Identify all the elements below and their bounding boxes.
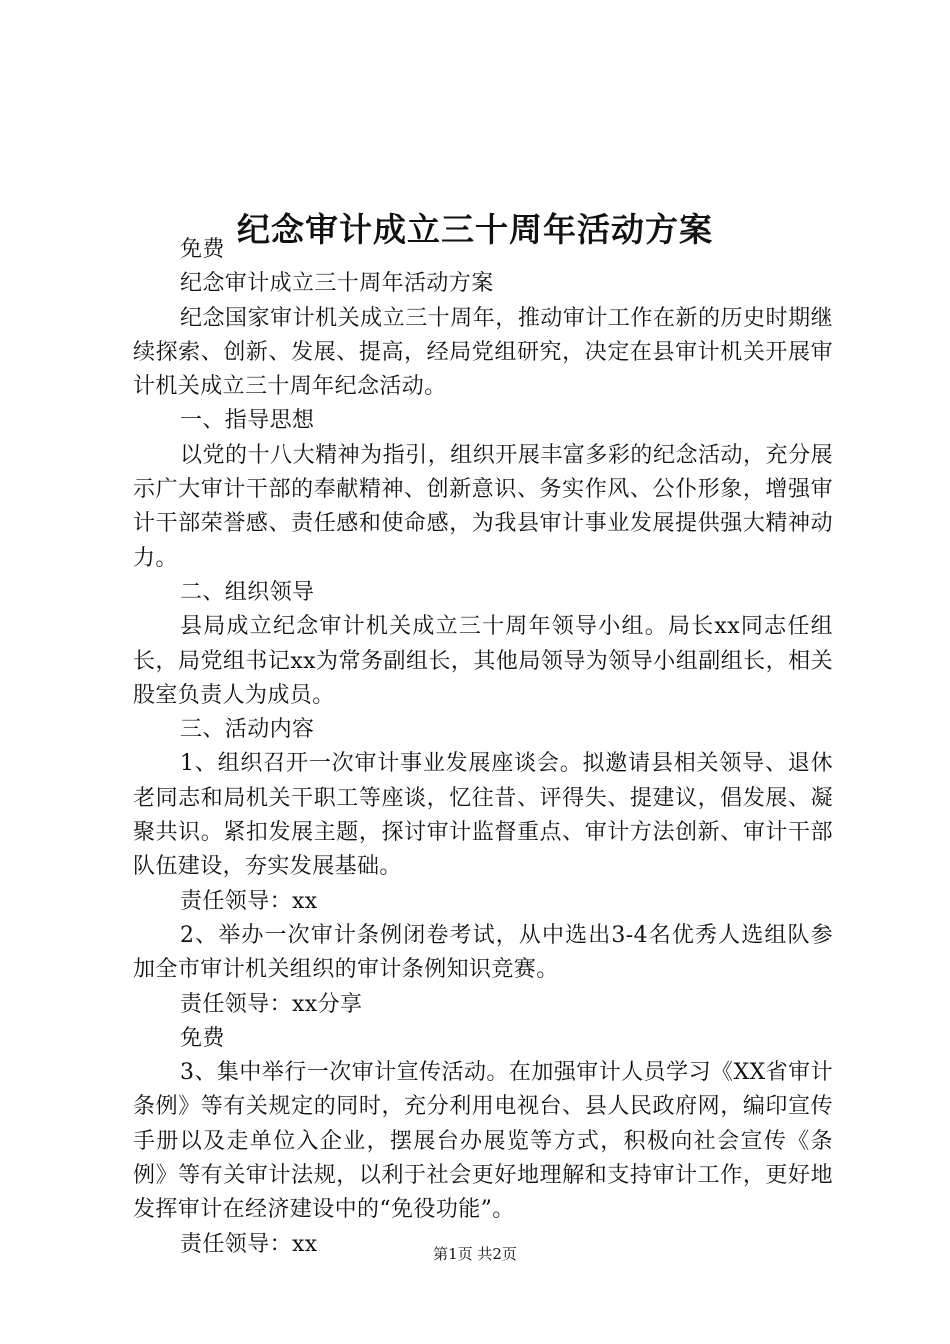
paragraph-guiding-thought: 以党的十八大精神为指引，组织开展丰富多彩的纪念活动，充分展示广大审计干部的奉献精神、创新意识、务实作风、公仆形象，增强审计干部荣誉感、责任感和使命感，为我县审计事业发展提供强大精神动力。 [133, 442, 833, 571]
section-heading-organization: 二、组织领导 [180, 579, 315, 605]
paragraph-responsible-1: 责任领导：xx [180, 888, 318, 914]
paragraph-free-label: 免费 [180, 237, 225, 262]
paragraph-responsible-2: 责任领导：xx分享 [180, 991, 363, 1017]
paragraph-intro: 纪念国家审计机关成立三十周年，推动审计工作在新的历史时期继续探索、创新、发展、提高，经局党组研究，决定在县审计机关开展审计机关成立三十周年纪念活动。 [133, 305, 833, 400]
paragraph-activity-2: 2、举办一次审计条例闭卷考试，从中选出3-4名优秀人选组队参加全市审计机关组织的审计条例知识竞赛。 [133, 922, 833, 983]
paragraph-subtitle: 纪念审计成立三十周年活动方案 [180, 271, 494, 297]
paragraph-organization: 县局成立纪念审计机关成立三十周年领导小组。局长xx同志任组长，局党组书记xx为常务副组长，其他局领导为领导小组副组长，相关股室负责人为成员。 [133, 614, 833, 708]
paragraph-responsible-3: 责任领导：xx [180, 1231, 318, 1257]
paragraph-activity-1: 1、组织召开一次审计事业发展座谈会。拟邀请县相关领导、退休老同志和局机关干职工等座谈，忆往昔、评得失、提建议，倡发展、凝聚共识。紧扣发展主题，探讨审计监督重点、审计方法创新、审计干部队伍建设，夯实发展基础。 [133, 751, 833, 880]
section-heading-guiding-thought: 一、指导思想 [180, 408, 315, 434]
paragraph-activity-3: 3、集中举行一次审计宣传活动。在加强审计人员学习《XX省审计条例》等有关规定的同时，充分利用电视台、县人民政府网，编印宣传手册以及走单位入企业，摆展台办展览等方式，积极向社会宣传《条例》等有关审计法规，以利于社会更好地理解和支持审计工作，更好地发挥审计在经济建设中的“免役功能”。 [133, 1060, 833, 1223]
document-title: 纪念审计成立三十周年活动方案 [237, 210, 713, 250]
section-heading-activities: 三、活动内容 [180, 717, 315, 743]
paragraph-free-label-2: 免费 [180, 1025, 225, 1051]
document-body [133, 233, 833, 1262]
page-footer: 第1页 共2页 [433, 1245, 517, 1263]
